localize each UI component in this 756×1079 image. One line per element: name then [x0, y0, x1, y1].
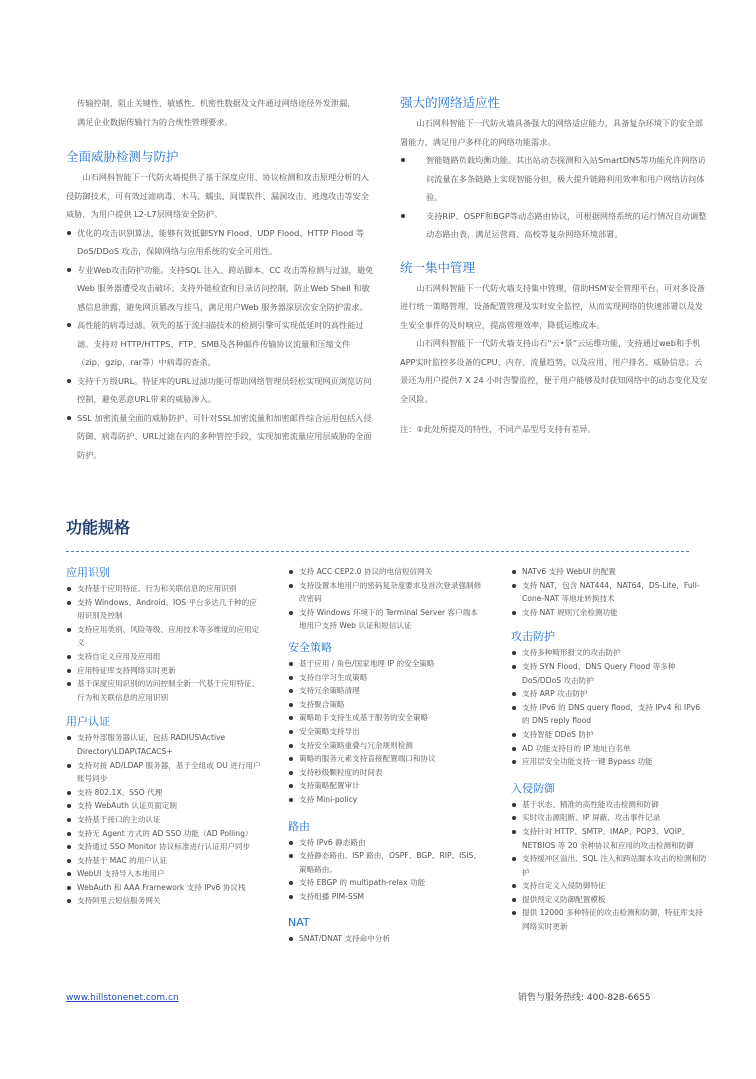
manage-section-title: 统一集中管理 — [400, 259, 476, 275]
list-item: 应用特征库支持网络实时更新 — [66, 664, 262, 678]
list-item: 专业Web攻击防护功能。支持SQL 注入、跨站脚本、CC 攻击等检测与过滤，避免Web 服务器遭受攻击破坏；支持外链检查和目录访问控制，防止Web Shell 和敏感信息泄露，避免网页篡改与挂马，满足用户Web 服务器深层次安全防护需求。 — [66, 261, 376, 317]
spec-group-list — [66, 731, 262, 908]
list-item: 支持 ACC CEP2.0 协议的电信短信网关 — [288, 565, 484, 579]
intro-line: 传输控制，阻止关键性、敏感性、机密性数据及文件通过网络途径外发泄漏， — [77, 98, 356, 108]
list-item: 支持 802.1X、SSO 代理 — [66, 786, 262, 800]
list-item: 支持自定义入侵防御特征 — [511, 879, 707, 893]
threat-feature-list — [66, 224, 376, 465]
list-item: 支持基于接口的主动认证 — [66, 813, 262, 827]
list-item: 支持 ARP 攻击防护 — [511, 687, 707, 701]
divider — [66, 551, 689, 552]
list-item: 支持缓冲区溢出、SQL 注入和跨站脚本攻击的检测和防护 — [511, 852, 707, 879]
list-item: 基于深度应用识别的访问控制全新一代基于应用特征、行为和关联信息的应用识别 — [66, 677, 262, 704]
list-item: 提供 12000 多种特征的攻击检测和防御，特征库支持网络实时更新 — [511, 906, 707, 933]
list-item: NATv6 支持 WebUI 的配置 — [511, 565, 707, 579]
list-item: 支持静态路由、ISP 路由，OSPF、BGP、RIP、ISIS、策略路由。 — [288, 849, 484, 876]
list-item: 支持阿里云短信服务网关 — [66, 894, 262, 908]
list-item: 支持千万级URL。特征库的URL过滤功能可帮助网络管理员轻松实现网页浏览访问控制，避免恶意URL带来的威胁渗入。 — [66, 372, 376, 409]
list-item: 支持基于应用特征、行为和关联信息的应用识别 — [66, 582, 262, 596]
specs-column-3 — [511, 565, 707, 934]
list-item: 支持冗余策略清理 — [288, 684, 484, 698]
list-item: SSL 加密流量全面的威胁防护。可针对SSL加密流量和加密邮件综合运用包括入侵防御、病毒防护、URL过滤在内的多种管控手段，实现加密流量应用层威胁的全面防护。 — [66, 409, 376, 465]
intro-line: 满足企业数据传输行为的合规性管理要求。 — [77, 116, 233, 127]
adapt-section-title: 强大的网络适应性 — [400, 95, 501, 110]
footnote: 注：①此处所提及的特性，不同产品型号支持有差异。 — [400, 424, 596, 434]
list-item: 支持自学习生成策略 — [288, 671, 484, 685]
list-item: 支持多种畸形报文的攻击防护 — [511, 646, 707, 660]
spec-group-title: 路由 — [288, 819, 310, 833]
spec-group-list — [511, 646, 707, 768]
list-item: 支持秒级颗粒度的时间表 — [288, 766, 484, 780]
list-item: 实时攻击源阻断、IP 屏蔽、攻击事件记录 — [511, 811, 707, 825]
list-item: 支持 NAT 规则冗余检测功能 — [511, 606, 707, 620]
list-item: 支持对接 AD/LDAP 服务器，基于全组或 OU 进行用户账号同步 — [66, 759, 262, 786]
list-item: WebUI 支持导入本地用户 — [66, 867, 262, 881]
list-item: 支持 EBGP 的 multipath-relax 功能 — [288, 876, 484, 890]
list-item: 策略助手支持生成基于服务的安全策略 — [288, 711, 484, 725]
list-item: 支持针对 HTTP、SMTP、IMAP、POP3、VOIP、NETBIOS 等 20 余种协议和应用的攻击检测和防御 — [511, 825, 707, 852]
list-item: 策略的服务元素支持直接配置端口和协议 — [288, 752, 484, 766]
spec-group-title: 安全策略 — [288, 640, 332, 654]
spec-group-title: 用户认证 — [66, 715, 110, 729]
list-item: 支持 Windows 环境下的 Terminal Server 客户端本地用户支持 Web 认证和短信认证 — [288, 606, 484, 633]
spec-group-title: 入侵防御 — [511, 781, 555, 795]
list-item: SNAT/DNAT 支持命中分析 — [288, 932, 484, 946]
list-item: 支持聚合策略 — [288, 698, 484, 712]
adapt-feature-list — [400, 151, 708, 244]
list-item: 支持RIP、OSPF和BGP等动态路由协议，可根据网络系统的运行情况自动调整动态路由表，满足运营商、高校等复杂网络环境部署。 — [400, 207, 708, 244]
list-item: 支持安全策略重叠与冗余规则检测 — [288, 739, 484, 753]
list-item: 支持通过 SSO Monitor 协议标准进行认证用户同步 — [66, 840, 262, 854]
list-item: 支持 NAT，包含 NAT444，NAT64，DS-Lite，Full-Cone-NAT 等地址转换技术 — [511, 579, 707, 606]
right-top-column — [400, 94, 708, 439]
threat-section-paragraph: 山石网科智能下一代防火墙提供了基于深度应用、协议检测和攻击原理分析的入侵防御技术，可有效过滤病毒、木马、蠕虫、间谍软件、漏洞攻击、逃逸攻击等安全威胁，为用户提供 L2-L7层网络安全防护。 — [66, 172, 369, 219]
list-item: 支持 Mini-policy — [288, 793, 484, 807]
list-item: 安全策略支持导出 — [288, 725, 484, 739]
list-item: WebAuth 和 AAA Framework 支持 IPv6 协议栈 — [66, 881, 262, 895]
list-item: 支持智能 DDoS 防护 — [511, 728, 707, 742]
list-item: 应用层安全功能支持一键 Bypass 功能 — [511, 755, 707, 769]
threat-section-title: 全面威胁检测与防护 — [66, 149, 179, 164]
list-item: 支持 IPv6 静态路由 — [288, 836, 484, 850]
list-item: 支持设置本地用户的密码复杂度要求及首次登录强制修改密码 — [288, 579, 484, 606]
list-item: 支持策略配置审计 — [288, 779, 484, 793]
specs-column-1 — [66, 565, 262, 908]
spec-group-title: NAT — [288, 916, 310, 930]
list-item: 基于状态、精准的高性能攻击检测和防御 — [511, 798, 707, 812]
list-item: 支持 Windows、Android、IOS 平台多达几千种的应用识别及控制 — [66, 596, 262, 623]
sales-hotline: 销售与服务热线: 400-828-6655 — [518, 993, 651, 1003]
list-item: 优化的攻击识别算法，能够有效抵御SYN Flood、UDP Flood、HTTP Flood 等 DoS/DDoS 攻击，保障网络与应用系统的安全可用性。 — [66, 224, 376, 261]
spec-group-title: 攻击防护 — [511, 630, 555, 644]
spec-group-list — [511, 565, 707, 619]
list-item: AD 功能支持目的 IP 地址白名单 — [511, 742, 707, 756]
spec-group-list — [288, 932, 484, 946]
list-item: 支持 IPv6 的 DNS query flood，支持 IPv4 和 IPv6 的 DNS reply flood — [511, 701, 707, 728]
spec-group-list — [288, 836, 484, 904]
manage-section-paragraph: 山石网科智能下一代防火墙支持山石“云•景”云运维功能，支持通过web和手机APP实时监控多设备的CPU、内存、流量趋势，以及应用、用户排名、威胁信息；云景还为用户提供7 X 24 小时告警监控，便于用户能够及时获知网络中的动态变化及安全风险。 — [400, 338, 708, 404]
list-item: 支持外部服务器认证，包括 RADIUS\Active Directory\LDAP\TACACS+ — [66, 731, 262, 758]
spec-group-list — [288, 657, 484, 807]
spec-group-title: 应用识别 — [66, 566, 110, 579]
list-item: 提供预定义防御配置模板 — [511, 893, 707, 907]
spec-group-list — [511, 798, 707, 934]
list-item: 支持基于 MAC 的用户认证 — [66, 854, 262, 868]
list-item: 基于应用 / 角色/国家地理 IP 的安全策略 — [288, 657, 484, 671]
spec-group-list — [66, 582, 262, 704]
list-item: 支持无 Agent 方式的 AD SSO 功能（AD Polling） — [66, 827, 262, 841]
list-item: 支持自定义应用及应用组 — [66, 650, 262, 664]
website-link[interactable]: www.hillstonenet.com.cn — [66, 993, 179, 1003]
manage-section-paragraph: 山石网科智能下一代防火墙支持集中管理，借助HSM安全管理平台，可对多设备进行统一策略管理、设备配置管理及实时安全监控，从而实现网络的快速部署以及发生安全事件的及时响应，提高管理效率，降低运维成本。 — [400, 282, 705, 330]
list-item: 高性能的病毒过滤。领先的基于流扫描技术的检测引擎可实现低延时的高性能过滤。支持对 HTTP/HTTPS、FTP、SMB及各种邮件传输协议流量和压缩文件（zip，gzip，rar等）中病毒的查杀。 — [66, 316, 376, 372]
spec-group-list — [288, 565, 484, 633]
list-item: 支持 WebAuth 认证页面定制 — [66, 799, 262, 813]
list-item: 支持 SYN Flood、DNS Query Flood 等多种 DoS/DDoS 攻击防护 — [511, 660, 707, 687]
specs-column-2 — [288, 565, 484, 946]
adapt-section-paragraph: 山石网科智能下一代防火墙具备强大的网络适应能力，具备复杂环境下的安全部署能力，满足用户多样化的网络功能需求。 — [400, 118, 703, 147]
list-item: 支持组播 PIM-SSM — [288, 890, 484, 904]
specs-title: 功能规格 — [66, 518, 131, 537]
list-item: 智能链路负载均衡功能。其出站动态探测和入站SmartDNS等功能允许网络访问流量在多条链路上实现智能分担，极大提升链路利用效率和用户网络访问体验。 — [400, 151, 708, 207]
list-item: 支持应用类别、风险等级、应用技术等多维度的应用定义 — [66, 623, 262, 650]
left-top-column — [66, 94, 376, 464]
